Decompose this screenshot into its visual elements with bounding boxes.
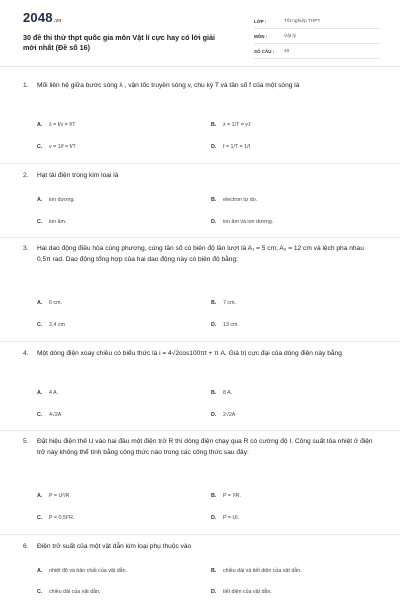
option-letter: C. — [37, 322, 43, 328]
option-c[interactable] — [37, 515, 74, 521]
question-number: 5. — [23, 438, 29, 445]
divider — [0, 534, 400, 535]
meta-value: Vật lý — [284, 33, 296, 39]
option-value: λ = 1/T = v.f — [223, 122, 251, 128]
option-value: nhiệt độ và bản chất của vật dẫn. — [49, 568, 128, 574]
header — [0, 0, 400, 67]
option-letter: C. — [37, 412, 43, 418]
option-value: 8 A. — [223, 390, 233, 396]
option-b[interactable] — [211, 390, 232, 396]
option-value: ion âm và ion dương. — [223, 219, 274, 225]
question-text: Một dòng điện xoay chiều có biểu thức là i = 4√2cos100πt + π A. Giá trị cực đại của dòng điện này bằng — [37, 350, 342, 357]
logo-suffix: .vn — [53, 18, 62, 24]
option-letter: C. — [37, 144, 43, 150]
option-letter: D. — [211, 322, 217, 328]
divider — [0, 163, 400, 164]
question-number: 1. — [23, 82, 29, 89]
meta-row-count — [254, 44, 380, 59]
question-text: Điện trở suất của một vật dẫn kim loại phụ thuộc vào — [37, 543, 192, 550]
option-c[interactable] — [37, 589, 101, 595]
option-letter: B. — [211, 493, 217, 499]
option-value: ion dương. — [49, 197, 75, 203]
divider — [0, 430, 400, 431]
meta-row-subject — [254, 29, 380, 44]
option-value: ion âm. — [49, 219, 67, 225]
option-value: λ = f/v = f/T — [49, 122, 76, 128]
option-letter: A. — [37, 197, 43, 203]
option-letter: A. — [37, 568, 43, 574]
option-b[interactable] — [211, 122, 250, 128]
option-value: 2√2A — [223, 412, 236, 418]
option-value: 13 cm. — [223, 322, 239, 328]
option-value: 2,4 cm — [49, 322, 65, 328]
meta-key: LỚP : — [254, 18, 267, 24]
question-number: 3. — [23, 245, 29, 252]
option-value: v = 1/f = f/T — [49, 144, 76, 150]
option-letter: C. — [37, 589, 43, 595]
option-value: 6 cm. — [49, 300, 62, 306]
option-c[interactable] — [37, 412, 61, 418]
option-b[interactable] — [211, 568, 302, 574]
question-5 — [23, 436, 379, 458]
option-letter: B. — [211, 197, 217, 203]
option-d[interactable] — [211, 412, 235, 418]
option-letter: D. — [211, 144, 217, 150]
option-b[interactable] — [211, 300, 236, 306]
option-letter: D. — [211, 589, 217, 595]
option-value: chiều dài và tiết diện của vật dẫn. — [223, 568, 302, 574]
question-4 — [23, 348, 379, 359]
option-letter: B. — [211, 300, 217, 306]
option-letter: B. — [211, 568, 217, 574]
option-letter: A. — [37, 493, 43, 499]
question-text: Hạt tải điện trong kim loại là — [37, 172, 119, 179]
option-value: chiều dài của vật dẫn. — [49, 589, 101, 595]
option-letter: D. — [211, 515, 217, 521]
option-d[interactable] — [211, 589, 272, 595]
meta-value: 40 — [284, 48, 290, 54]
option-a[interactable] — [37, 493, 69, 499]
question-text: Mối liên hệ giữa bước sóng λ , vận tốc truyền sóng v, chu kỳ T và tần số f của một sóng là — [37, 82, 300, 89]
option-a[interactable] — [37, 300, 62, 306]
question-number: 2. — [23, 172, 29, 179]
meta-key: MÔN : — [254, 33, 268, 39]
exam-title: 30 đề thi thử thpt quốc gia môn Vật lí cực hay có lời giải mới nhất (Đề số 16) — [23, 33, 216, 52]
option-letter: C. — [37, 219, 43, 225]
option-value: P = 0,5I²R. — [49, 515, 75, 521]
question-6 — [23, 541, 379, 552]
question-2 — [23, 170, 379, 181]
option-value: tiết diện của vật dẫn. — [223, 589, 272, 595]
question-number: 4. — [23, 350, 29, 357]
option-letter: D. — [211, 412, 217, 418]
meta-row-class — [254, 14, 380, 29]
option-value: f = 1/T = 1/f — [223, 144, 250, 150]
option-d[interactable] — [211, 219, 273, 225]
option-letter: D. — [211, 219, 217, 225]
question-text: Đặt hiệu điện thế U vào hai đầu một điện trở R thì dòng điện chạy qua R có cường độ I. Công suất tỏa nhiệt ở điện trở này không thể tính bằng công thức nào trong các công thức sau đây: — [37, 438, 373, 456]
logo-text: 2048 — [23, 10, 53, 25]
question-1 — [23, 80, 379, 91]
exam-meta — [254, 14, 380, 59]
option-value: P = I²R. — [223, 493, 242, 499]
question-number: 6. — [23, 543, 29, 550]
option-c[interactable] — [37, 144, 76, 150]
option-d[interactable] — [211, 144, 250, 150]
option-d[interactable] — [211, 515, 239, 521]
option-c[interactable] — [37, 322, 65, 328]
option-value: P = UI. — [223, 515, 240, 521]
meta-value: Tốt nghiệp THPT — [284, 18, 321, 24]
option-b[interactable] — [211, 493, 241, 499]
option-letter: B. — [211, 390, 217, 396]
option-d[interactable] — [211, 322, 239, 328]
option-value: 4 A. — [49, 390, 59, 396]
option-letter: A. — [37, 122, 43, 128]
option-a[interactable] — [37, 197, 75, 203]
option-letter: A. — [37, 300, 43, 306]
option-a[interactable] — [37, 568, 127, 574]
option-letter: B. — [211, 122, 217, 128]
option-value: electron tự do. — [223, 197, 258, 203]
option-b[interactable] — [211, 197, 257, 203]
question-3 — [23, 243, 379, 265]
option-letter: A. — [37, 390, 43, 396]
option-a[interactable] — [37, 122, 76, 128]
option-value: 4√2A — [49, 412, 62, 418]
option-value: P = U²/R — [49, 493, 70, 499]
divider — [0, 341, 400, 342]
meta-key: SỐ CÂU : — [254, 48, 275, 54]
option-letter: C. — [37, 515, 43, 521]
option-c[interactable] — [37, 219, 66, 225]
option-value: 7 cm. — [223, 300, 236, 306]
question-text: Hai dao động điều hòa cùng phương, cùng tần số có biên độ lần lượt là A₁ = 5 cm; A₂ = 12 cm và lệch pha nhau 0,5π rad. Dao động tổng hợp của hai dao động này có biên độ bằng: — [37, 245, 364, 263]
option-a[interactable] — [37, 390, 58, 396]
site-logo[interactable] — [23, 10, 62, 25]
divider — [0, 237, 400, 238]
